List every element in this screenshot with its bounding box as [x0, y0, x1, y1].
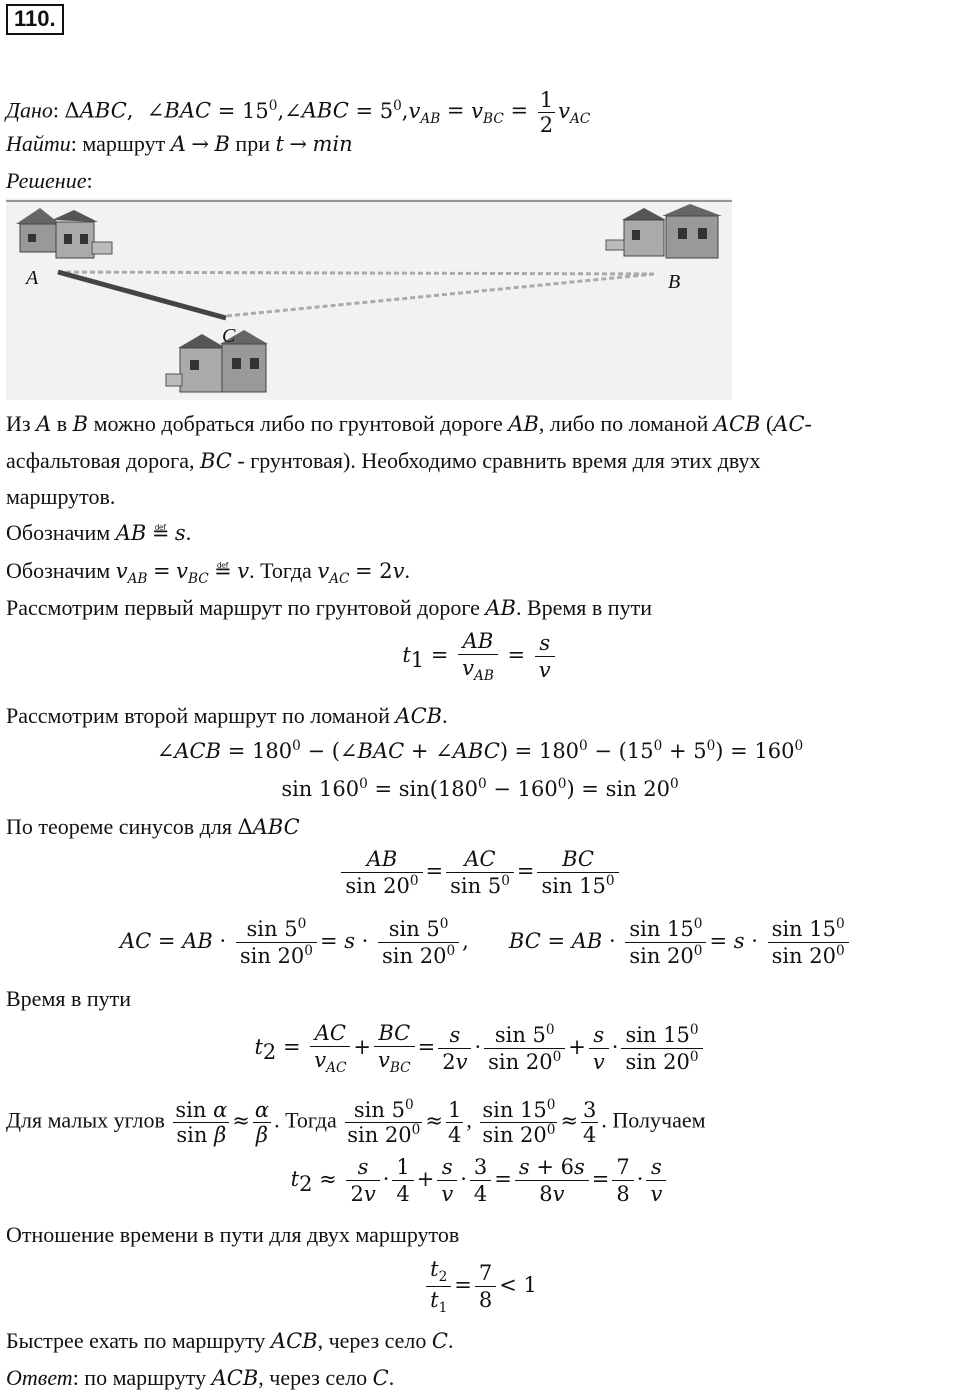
- paragraph-line-2: асфальтовая дорога, BC - грунтовая). Необходимо сравнить время для этих двух: [6, 448, 761, 473]
- point-a-label: A: [26, 267, 39, 289]
- find-line: Найти: маршрут A → B при t → min: [6, 131, 353, 156]
- villages-illustration: [6, 198, 732, 400]
- equation-sides: AC = AB · $\frac{\sin 5^0}{\sin 20^0}$ = s · $\frac{\sin 5^0}{\sin 20^0}$ , BC = AB · $\frac{\sin 15^0}{\sin 20^0}$ = s · $\frac{\sin 15^0}{\sin 20^0}$: [120, 916, 852, 970]
- time-label: Время в пути: [6, 986, 132, 1011]
- solution-line: Решение:: [6, 168, 93, 193]
- paragraph-line-3: маршрутов.: [6, 484, 116, 509]
- point-c-label: C: [222, 325, 236, 347]
- conclusion: Быстрее ехать по маршруту ACB, через село C.: [6, 1328, 454, 1353]
- equation-ratio: $\frac{t_2}{t_1}$ = $\frac{7}{8}$ < 1: [0, 1256, 960, 1318]
- given-line: Дано: ΔABC, ∠BAC = $15^0,\angle ABC = 5^0,v_{AB} = v_{BC}$ = $\frac{1}{2}$ $v_{AC}$: [6, 88, 591, 138]
- find-label: Найти: [6, 131, 71, 156]
- equation-t1: $t_1$ = $\frac{AB}{v_{AB}}$ = $\frac{s}{v}$: [0, 628, 960, 686]
- route-2: Рассмотрим второй маршрут по ломаной ACB.: [6, 703, 448, 728]
- ratio-label: Отношение времени в пути для двух маршрутов: [6, 1222, 460, 1247]
- equation-law-of-sines: $\frac{AB}{\sin 20^0}$ = $\frac{AC}{\sin 5^0}$ = $\frac{BC}{\sin 15^0}$: [0, 846, 960, 900]
- answer-line: Ответ: по маршруту ACB, через село C.: [6, 1365, 395, 1390]
- given-label: Дано: [6, 97, 53, 123]
- notation-2: Обозначим $v_{AB} = v_{BC}$ ≝ v. Тогда $v_{AC} = 2v$.: [6, 558, 410, 588]
- point-b-label: B: [668, 271, 681, 293]
- equation-sin: $\sin 160^0 = \sin(180^0 - 160^0) = \sin 20^0$: [281, 776, 679, 801]
- equation-t2-approx: $t_2$ ≈ $\frac{s}{2v}$ · $\frac{1}{4}$ + $\frac{s}{v}$ · $\frac{3}{4}$ = $\frac{s + 6s}{8v}$ = $\frac{7}{8}$ · $\frac{s}{v}$: [0, 1154, 960, 1208]
- road-ab: [58, 272, 654, 274]
- equation-t2: $t_2$ = $\frac{AC}{v_{AC}}$ + $\frac{BC}{v_{BC}}$ = $\frac{s}{2v}$ · $\frac{\sin 5^0}{\sin 20^0}$ + $\frac{s}{v}$ · $\frac{\sin 15^0}{\sin 20^0}$: [0, 1020, 960, 1078]
- solution-label: Решение: [6, 168, 87, 193]
- sine-law-label: По теореме синусов для ΔABC: [6, 814, 300, 839]
- problem-number: 110.: [6, 4, 64, 35]
- route-1: Рассмотрим первый маршрут по грунтовой дороге AB. Время в пути: [6, 595, 652, 620]
- paragraph-line-1: Из A в B можно добраться либо по грунтовой дороге AB, либо по ломаной ACB (AC-: [6, 411, 812, 436]
- equation-angle: ∠ACB = $180^0$ − (∠BAC + ∠ABC) = $180^0 - (15^0 + 5^0) = 160^0$: [156, 738, 804, 763]
- small-angles-line: Для малых углов $\frac{\text{sin α}}{\text{sin β}}$ ≈ $\frac{\alpha}{\beta}$ . Тогда $\frac{\sin 5^0}{\sin 20^0}$ ≈ $\frac{1}{4}$ , $\frac{\sin 15^0}{\sin 20^0}$ ≈ $\frac{3}{4}$ . Получаем: [6, 1097, 706, 1148]
- notation-1: Обозначим AB ≝ s.: [6, 520, 192, 545]
- answer-label: Ответ: [6, 1365, 73, 1390]
